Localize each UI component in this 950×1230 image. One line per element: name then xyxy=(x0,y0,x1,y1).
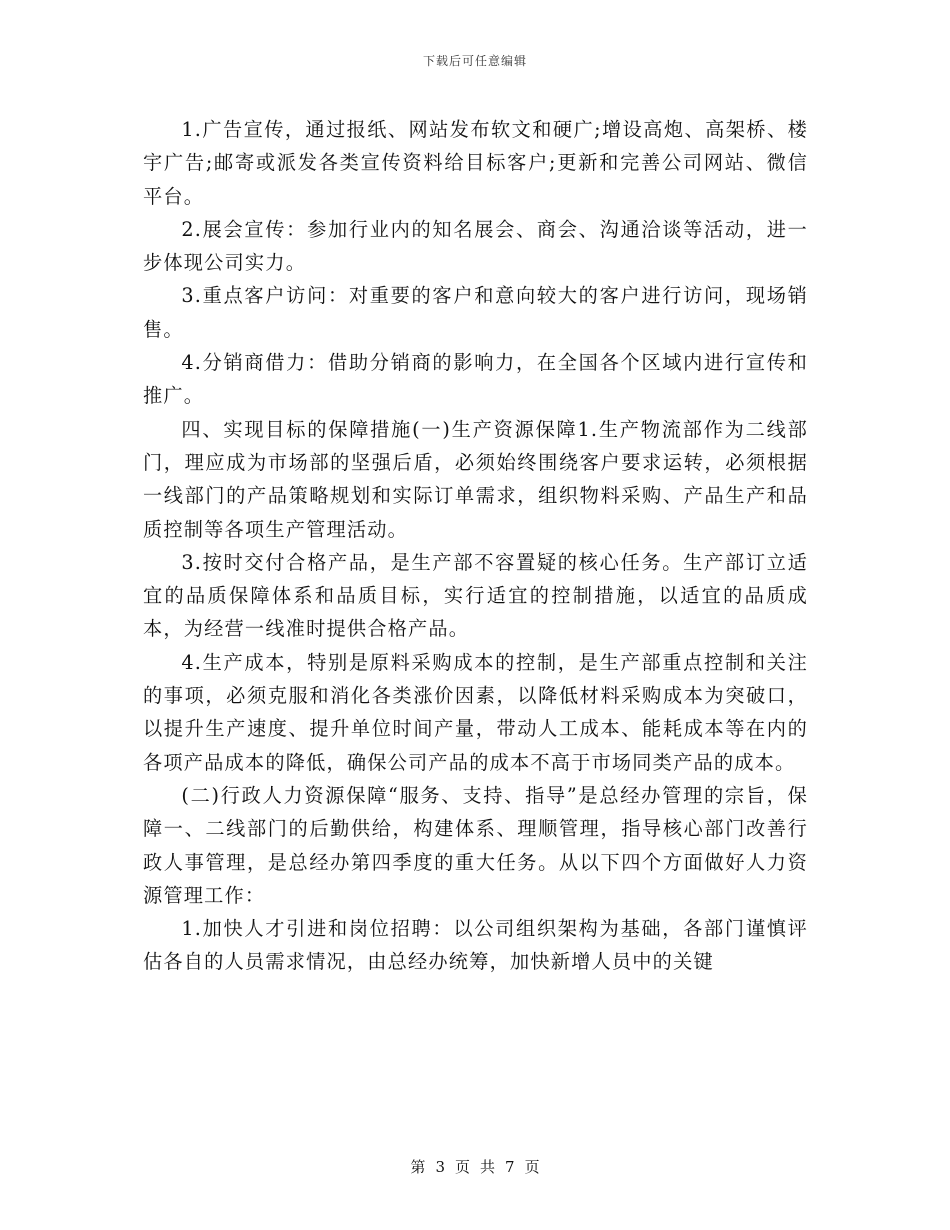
paragraph-7: 4.生产成本，特别是原料采购成本的控制，是生产部重点控制和关注的事项，必须克服和消化各类涨价因素，以降低材料采购成本为突破口，以提升生产速度、提升单位时间产量，带动人工成本、能耗成本等在内的各项产品成本的降低，确保公司产品的成本不高于市场同类产品的成本。 xyxy=(143,650,808,774)
paragraph-8: (二)行政人力资源保障“服务、支持、指导”是总经办管理的宗旨，保障一、二线部门的后勤供给，构建体系、理顺管理，指导核心部门改善行政人事管理，是总经办第四季度的重大任务。从以下四个方面做好人力资源管理工作： xyxy=(143,783,808,907)
page-footer xyxy=(0,1156,950,1177)
page-total: 7 xyxy=(505,1158,515,1176)
paragraph-2: 2.展会宣传：参加行业内的知名展会、商会、沟通洽谈等活动，进一步体现公司实力。 xyxy=(143,217,808,275)
paragraph-5: 四、实现目标的保障措施(一)生产资源保障1.生产物流部作为二线部门，理应成为市场部的坚强后盾，必须始终围绕客户要求运转，必须根据一线部门的产品策略规划和实际订单需求，组织物料采购、产品生产和品质控制等各项生产管理活动。 xyxy=(143,417,808,541)
paragraph-3: 3.重点客户访问：对重要的客户和意向较大的客户进行访问，现场销售。 xyxy=(143,284,808,341)
page-label-suffix: 页 xyxy=(524,1158,540,1176)
paragraph-1: 1.广告宣传，通过报纸、网站发布软文和硬广;增设高炮、高架桥、楼宇广告;邮寄或派发各类宣传资料给目标客户;更新和完善公司网站、微信平台。 xyxy=(143,118,808,208)
paragraph-9: 1.加快人才引进和岗位招聘：以公司组织架构为基础，各部门谨慎评估各自的人员需求情况，由总经办统筹，加快新增人员中的关键 xyxy=(143,917,808,974)
page-label-mid2: 共 xyxy=(480,1158,496,1176)
paragraph-4: 4.分销商借力：借助分销商的影响力，在全国各个区域内进行宣传和推广。 xyxy=(143,351,808,408)
header-note: 下载后可任意编辑 xyxy=(422,54,527,68)
page-current: 3 xyxy=(435,1158,445,1176)
paragraph-6: 3.按时交付合格产品，是生产部不容置疑的核心任务。生产部订立适宜的品质保障体系和品质目标，实行适宜的控制措施，以适宜的品质成本，为经营一线准时提供合格产品。 xyxy=(143,550,808,641)
document-body xyxy=(143,113,808,979)
page-label-prefix: 第 xyxy=(410,1158,426,1176)
page-label-mid1: 页 xyxy=(454,1158,470,1176)
